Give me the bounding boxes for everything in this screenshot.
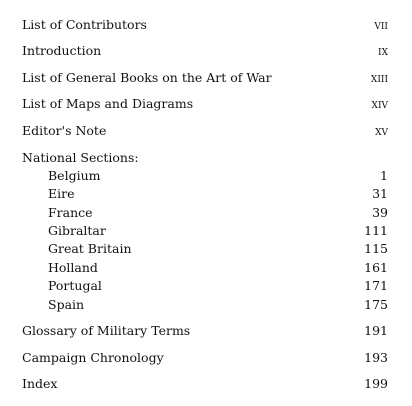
toc-entry-great-britain [48,241,388,257]
toc-entry-page: 161 [364,260,388,275]
toc-entry-page: 111 [364,223,388,238]
toc-entry-campaign-chronology [22,350,388,366]
toc-entry-title: Glossary of Military Terms [22,323,191,338]
toc-entry-title: France [48,205,93,220]
toc-entry-page: 1 [380,168,388,183]
toc-entry-index [22,376,388,392]
toc-entry-introduction [22,43,388,59]
toc-entry-title: List of General Books on the Art of War [22,70,272,85]
toc-entry-title: Belgium [48,168,101,183]
toc-section-heading [22,150,388,166]
toc-entry-page: xiv [371,96,388,111]
toc-entry-title: Portugal [48,278,102,293]
toc-entry-title: Eire [48,186,75,201]
toc-entry-title: Index [22,376,58,391]
toc-entry-editors-note [22,123,388,139]
toc-entry-page: 115 [364,241,388,256]
toc-entry-title: Editor's Note [22,123,107,138]
toc-entry-page: xv [375,123,388,138]
toc-entry-portugal [48,278,388,294]
toc-entry-maps-and-diagrams [22,96,388,112]
toc-entry-title: Campaign Chronology [22,350,164,365]
toc-entry-page: 171 [364,278,388,293]
toc-entry-page: ix [378,43,388,58]
toc-entry-list-of-contributors [22,17,388,33]
toc-entry-page: xiii [370,70,388,85]
toc-entry-page: 39 [372,205,388,220]
toc-entry-title: Gibraltar [48,223,106,238]
toc-entry-belgium [48,168,388,184]
toc-entry-eire [48,186,388,202]
toc-entry-title: List of Contributors [22,17,147,32]
toc-entry-page: 175 [364,297,388,312]
toc-entry-title: Spain [48,297,85,312]
toc-entry-glossary [22,323,388,339]
toc-entry-page: vii [374,17,388,32]
toc-entry-holland [48,260,388,276]
toc-entry-title: List of Maps and Diagrams [22,96,194,111]
section-heading-text: National Sections: [22,150,139,165]
toc-entry-title: Great Britain [48,241,132,256]
toc-entry-france [48,205,388,221]
toc-entry-title: Holland [48,260,98,275]
toc-entry-spain [48,297,388,313]
toc-entry-page: 191 [364,323,388,338]
toc-entry-page: 31 [372,186,388,201]
toc-entry-page: 193 [364,350,388,365]
toc-entry-gibraltar [48,223,388,239]
toc-entry-title: Introduction [22,43,102,58]
toc-entry-page: 199 [364,376,388,391]
toc-entry-general-books [22,70,388,86]
